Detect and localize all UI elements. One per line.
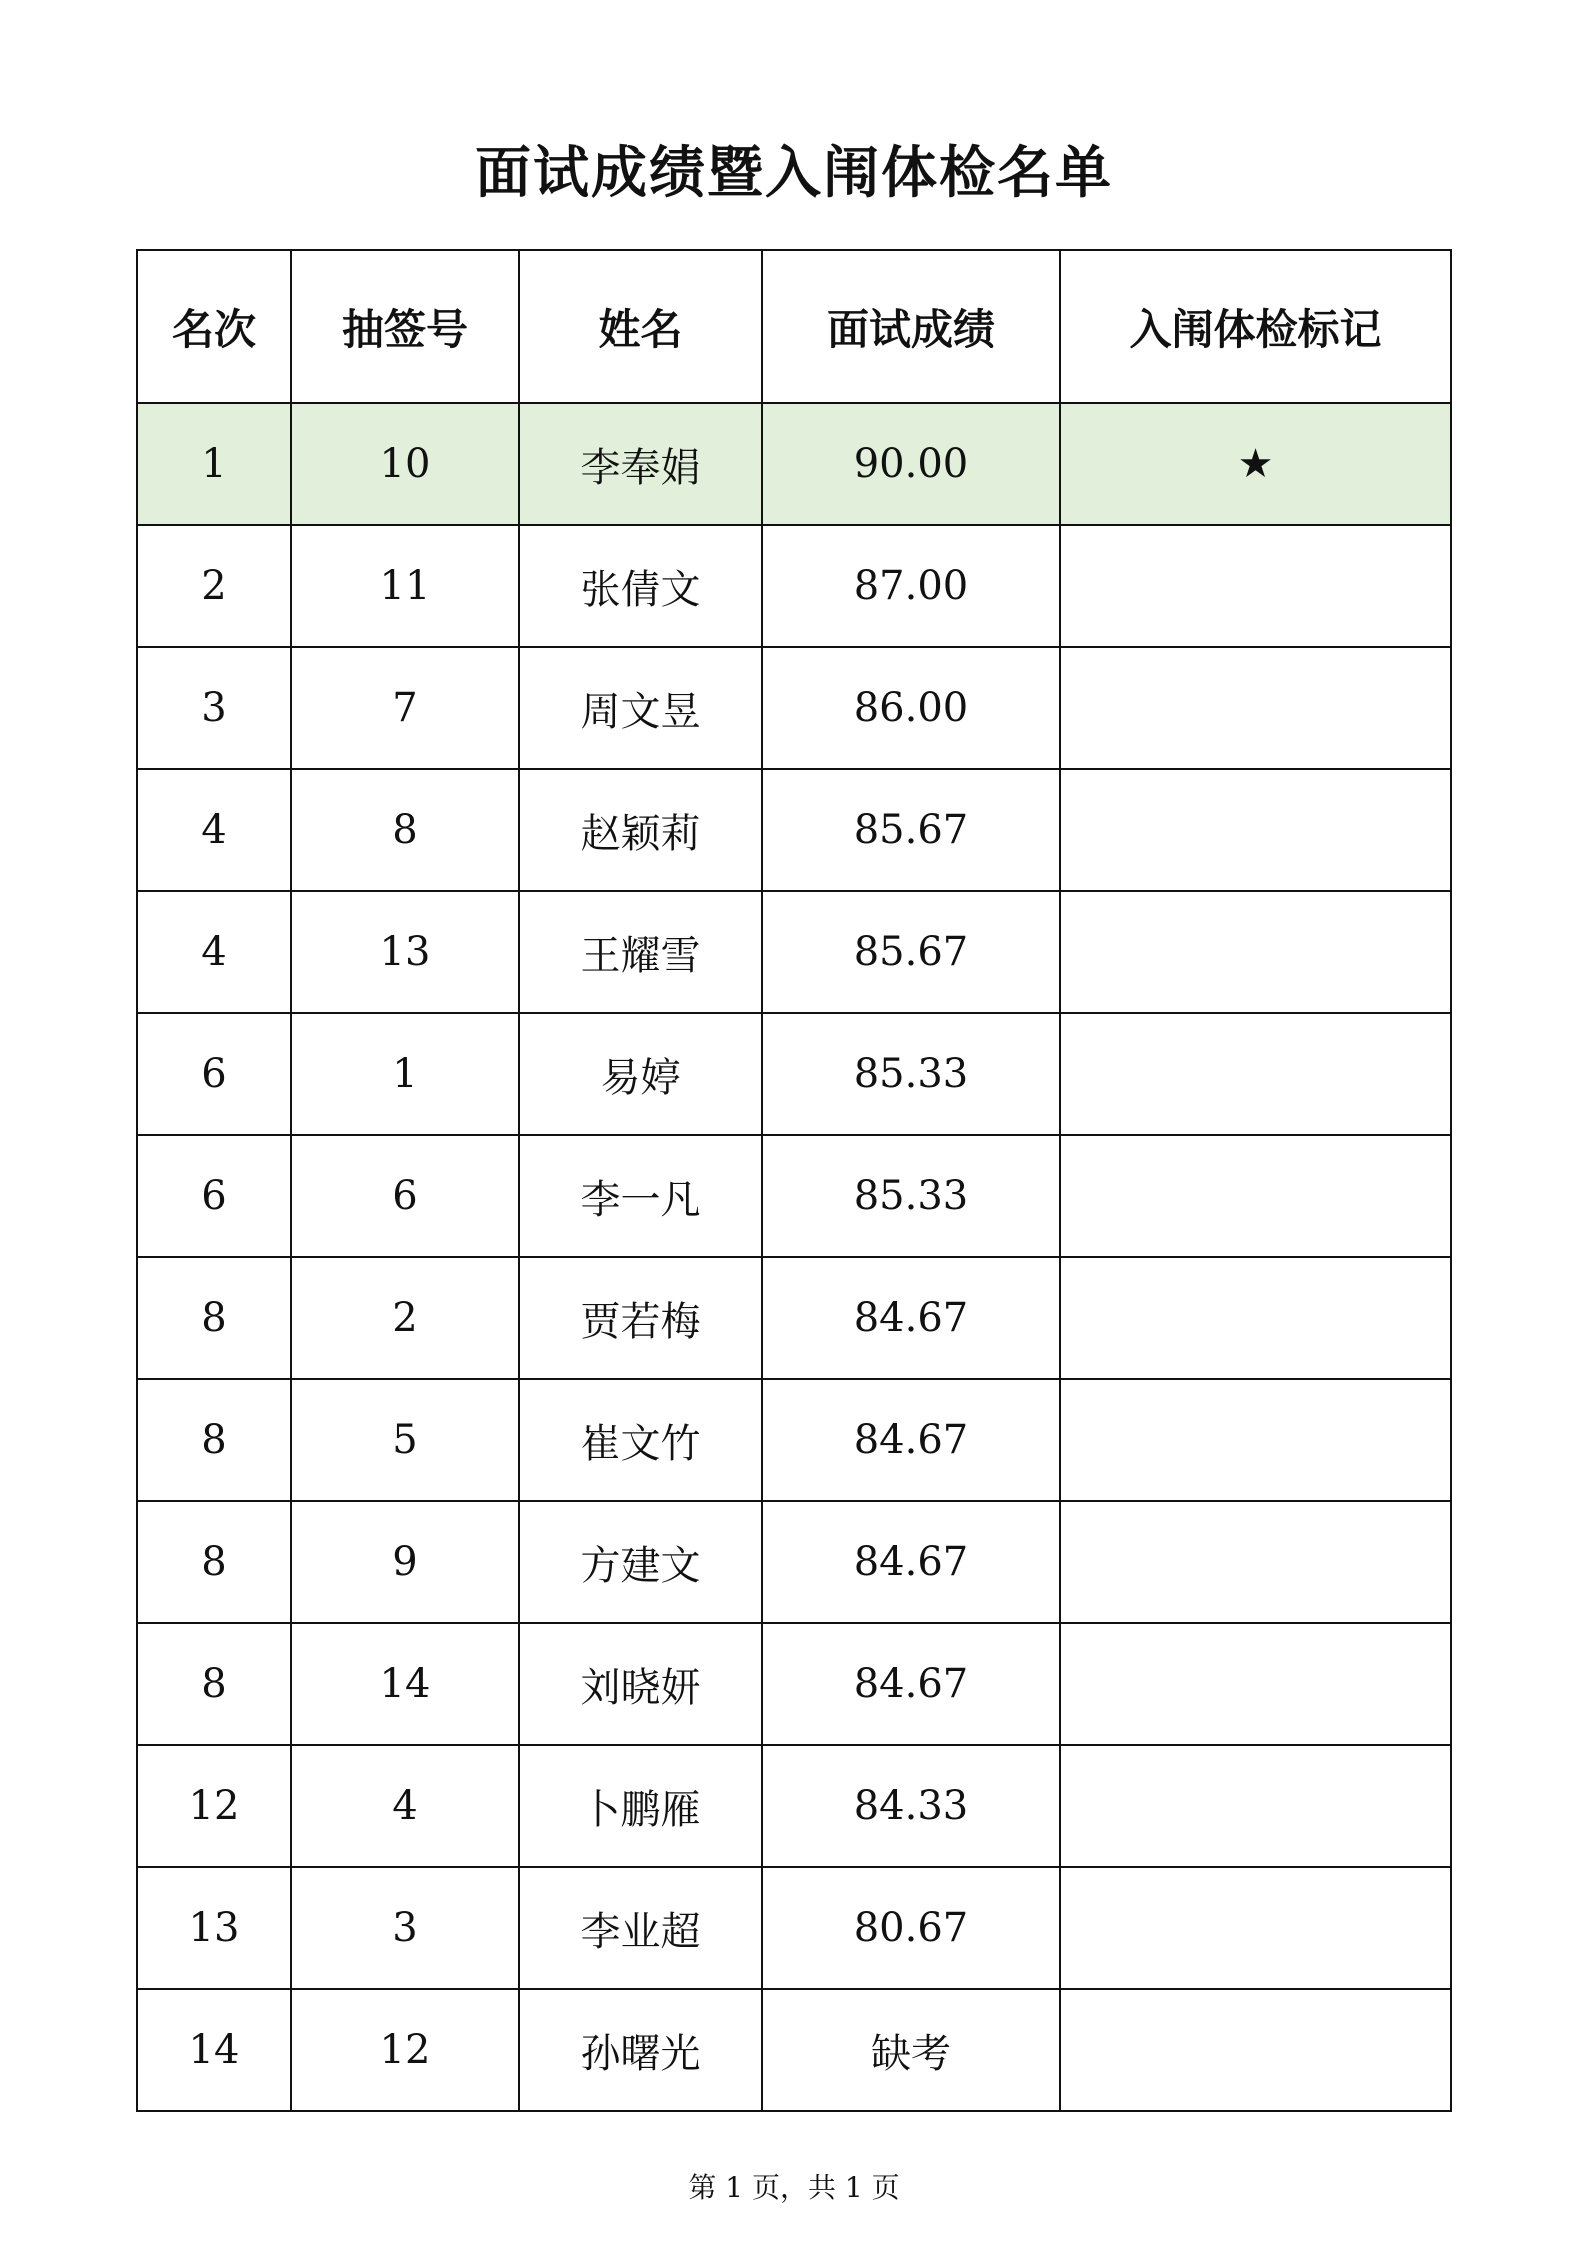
cell-rank: 14 <box>137 1989 291 2111</box>
table-row <box>137 403 1451 525</box>
cell-rank: 13 <box>137 1867 291 1989</box>
cell-medical-exam-mark <box>1060 525 1451 647</box>
header-medical-exam-mark: 入闱体检标记 <box>1060 250 1451 403</box>
table-header-row <box>137 250 1451 403</box>
cell-rank: 8 <box>137 1501 291 1623</box>
cell-name: 卜鹏雁 <box>519 1745 762 1867</box>
cell-medical-exam-mark <box>1060 1745 1451 1867</box>
table-row <box>137 1013 1451 1135</box>
table-row <box>137 1257 1451 1379</box>
cell-name: 周文昱 <box>519 647 762 769</box>
cell-lot-number: 12 <box>291 1989 519 2111</box>
cell-rank: 1 <box>137 403 291 525</box>
cell-interview-score: 90.00 <box>762 403 1060 525</box>
cell-lot-number: 3 <box>291 1867 519 1989</box>
cell-interview-score: 85.67 <box>762 891 1060 1013</box>
page-title: 面试成绩暨入闱体检名单 <box>475 141 1113 206</box>
cell-name: 崔文竹 <box>519 1379 762 1501</box>
table-row <box>137 1501 1451 1623</box>
cell-medical-exam-mark <box>1060 647 1451 769</box>
cell-interview-score: 85.33 <box>762 1135 1060 1257</box>
cell-medical-exam-mark <box>1060 1501 1451 1623</box>
table-row <box>137 1135 1451 1257</box>
cell-lot-number: 7 <box>291 647 519 769</box>
cell-medical-exam-mark <box>1060 1013 1451 1135</box>
header-name: 姓名 <box>519 250 762 403</box>
cell-rank: 4 <box>137 891 291 1013</box>
cell-lot-number: 1 <box>291 1013 519 1135</box>
table-row <box>137 769 1451 891</box>
table-row <box>137 1989 1451 2111</box>
table-row <box>137 1623 1451 1745</box>
table-body <box>137 403 1451 2111</box>
cell-name: 方建文 <box>519 1501 762 1623</box>
cell-name: 贾若梅 <box>519 1257 762 1379</box>
cell-lot-number: 8 <box>291 769 519 891</box>
cell-medical-exam-mark: ★ <box>1060 403 1451 525</box>
cell-name: 刘晓妍 <box>519 1623 762 1745</box>
table-row <box>137 647 1451 769</box>
header-lot-number: 抽签号 <box>291 250 519 403</box>
cell-interview-score: 84.67 <box>762 1623 1060 1745</box>
cell-name: 李一凡 <box>519 1135 762 1257</box>
cell-medical-exam-mark <box>1060 1623 1451 1745</box>
cell-medical-exam-mark <box>1060 1379 1451 1501</box>
cell-interview-score: 86.00 <box>762 647 1060 769</box>
cell-interview-score: 85.67 <box>762 769 1060 891</box>
table-row <box>137 525 1451 647</box>
cell-rank: 8 <box>137 1623 291 1745</box>
cell-lot-number: 13 <box>291 891 519 1013</box>
table-row <box>137 1745 1451 1867</box>
cell-medical-exam-mark <box>1060 1989 1451 2111</box>
cell-medical-exam-mark <box>1060 1135 1451 1257</box>
page-footer: 第 1 页，共 1 页 <box>688 2171 900 2204</box>
cell-rank: 2 <box>137 525 291 647</box>
cell-medical-exam-mark <box>1060 1867 1451 1989</box>
cell-rank: 6 <box>137 1135 291 1257</box>
cell-interview-score: 87.00 <box>762 525 1060 647</box>
cell-medical-exam-mark <box>1060 769 1451 891</box>
cell-lot-number: 14 <box>291 1623 519 1745</box>
ranking-table <box>136 249 1452 2112</box>
cell-lot-number: 2 <box>291 1257 519 1379</box>
table-row <box>137 1379 1451 1501</box>
cell-interview-score: 84.67 <box>762 1257 1060 1379</box>
cell-medical-exam-mark <box>1060 891 1451 1013</box>
cell-rank: 8 <box>137 1257 291 1379</box>
cell-name: 王耀雪 <box>519 891 762 1013</box>
cell-lot-number: 4 <box>291 1745 519 1867</box>
cell-lot-number: 6 <box>291 1135 519 1257</box>
cell-rank: 12 <box>137 1745 291 1867</box>
table-row <box>137 891 1451 1013</box>
cell-lot-number: 5 <box>291 1379 519 1501</box>
cell-rank: 3 <box>137 647 291 769</box>
cell-name: 李业超 <box>519 1867 762 1989</box>
cell-interview-score: 缺考 <box>762 1989 1060 2111</box>
cell-lot-number: 9 <box>291 1501 519 1623</box>
cell-name: 赵颖莉 <box>519 769 762 891</box>
cell-interview-score: 85.33 <box>762 1013 1060 1135</box>
cell-rank: 8 <box>137 1379 291 1501</box>
cell-name: 孙曙光 <box>519 1989 762 2111</box>
cell-rank: 6 <box>137 1013 291 1135</box>
header-interview-score: 面试成绩 <box>762 250 1060 403</box>
cell-name: 张倩文 <box>519 525 762 647</box>
cell-interview-score: 84.67 <box>762 1501 1060 1623</box>
cell-interview-score: 84.33 <box>762 1745 1060 1867</box>
cell-name: 李奉娟 <box>519 403 762 525</box>
cell-rank: 4 <box>137 769 291 891</box>
cell-interview-score: 80.67 <box>762 1867 1060 1989</box>
header-rank: 名次 <box>137 250 291 403</box>
cell-lot-number: 10 <box>291 403 519 525</box>
cell-interview-score: 84.67 <box>762 1379 1060 1501</box>
cell-medical-exam-mark <box>1060 1257 1451 1379</box>
cell-name: 易婷 <box>519 1013 762 1135</box>
table-row <box>137 1867 1451 1989</box>
cell-lot-number: 11 <box>291 525 519 647</box>
